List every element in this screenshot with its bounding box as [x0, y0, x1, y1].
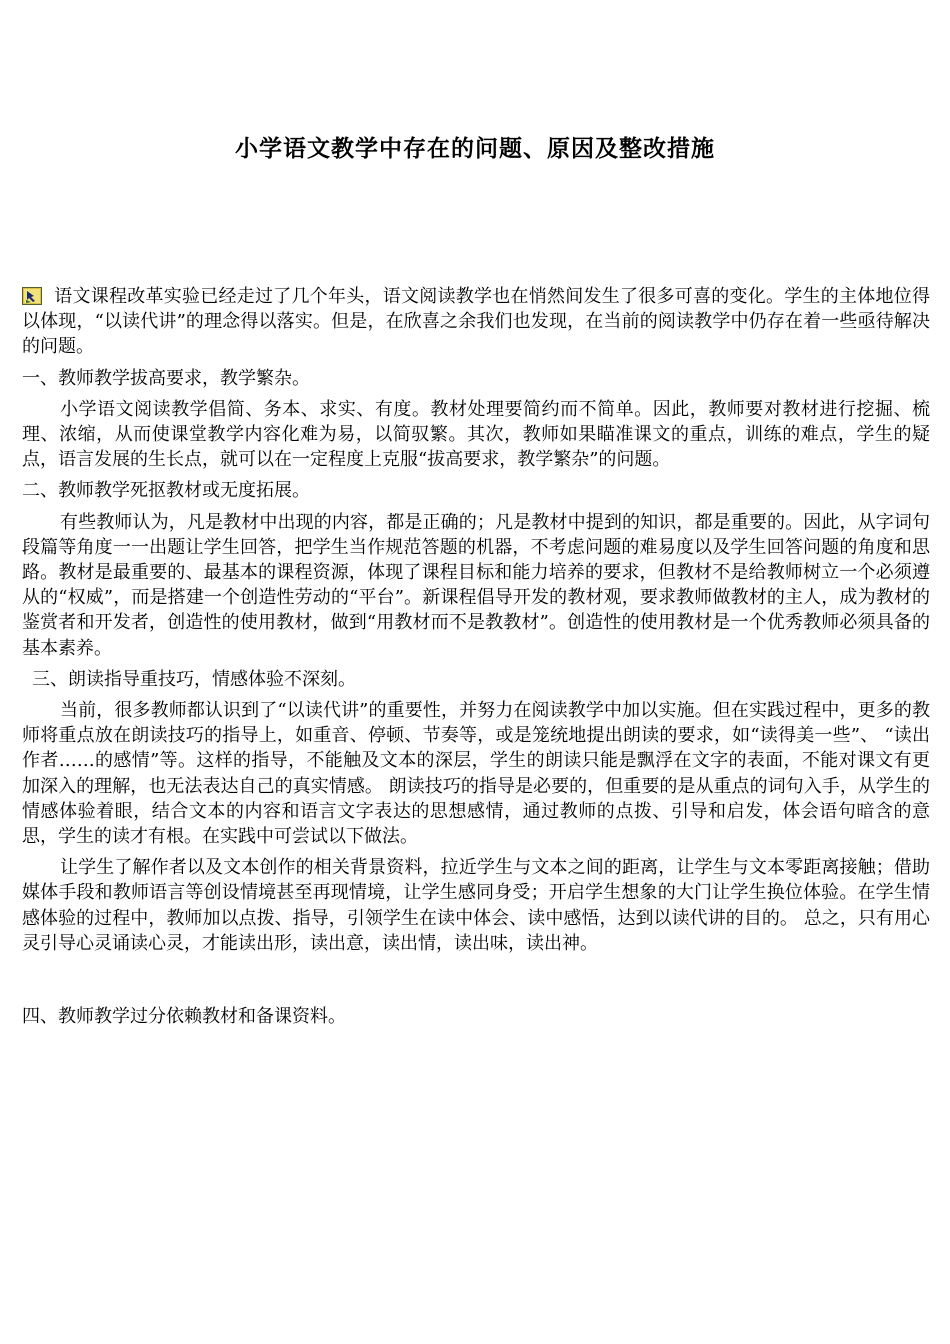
document-body: [22, 284, 930, 1029]
section-heading-4: 四、教师教学过分依赖教材和备课资料。: [22, 1006, 346, 1028]
intro-text: 语文课程改革实验已经走过了几个年头，语文阅读教学也在悄然间发生了很多可喜的变化。学生的主体地位得以体现，“以读代讲”的理念得以落实。但是，在欣喜之余我们也发现，在当前的阅读教学中仍存在着一些亟待解决的问题。: [22, 286, 930, 358]
intro-paragraph: [22, 284, 930, 360]
section-heading-1: 一、教师教学拔高要求，教学繁杂。: [22, 367, 310, 389]
section-heading-2: 二、教师教学死抠教材或无度拓展。: [22, 480, 310, 502]
section-1-paragraph-1: 小学语文阅读教学倡简、务本、求实、有度。教材处理要简约而不简单。因此，教师要对教材进行挖掘、梳理、浓缩，从而使课堂教学内容化难为易，以简驭繁。其次，教师如果瞄准课文的重点，训练的难点，学生的疑点，语言发展的生长点，就可以在一定程度上克服“拔高要求，教学繁杂”的问题。: [22, 398, 930, 471]
section-3-paragraph-1: 当前，很多教师都认识到了“以读代讲”的重要性，并努力在阅读教学中加以实施。但在实践过程中，更多的教师将重点放在朗读技巧的指导上，如重音、停顿、节奏等，或是笼统地提出朗读的要求，如“读得美一些”、 “读出作者……的感情”等。这样的指导，不能触及文本的深层，学生的朗读只能是飘浮在文字的表面，不能对课文有更加深入的理解，也无法表达自己的真实情感。 朗读技巧的指导是必要的，但重要的是从重点的词句入手，从学生的情感体验着眼，结合文本的内容和语言文字表达的思想感情，通过教师的点拨、引导和启发，体会语句暗含的意思，学生的读才有根。在实践中可尝试以下做法。: [22, 700, 930, 848]
document-title: 小学语文教学中存在的问题、原因及整改措施: [235, 135, 715, 162]
section-2-paragraph-1: 有些教师认为，凡是教材中出现的内容，都是正确的；凡是教材中提到的知识，都是重要的。因此，从字词句段篇等角度一一出题让学生回答，把学生当作规范答题的机器，不考虑问题的难易度以及学生回答问题的角度和思路。教材是最重要的、最基本的课程资源，体现了课程目标和能力培养的要求，但教材不是给教师树立一个必须遵从的“权威”，而是搭建一个创造性劳动的“平台”。新课程倡导开发的教材观，要求教师做教材的主人，成为教材的鉴赏者和开发者，创造性的使用教材，做到“用教材而不是教教材”。创造性的使用教材是一个优秀教师必须具备的基本素养。: [22, 511, 930, 659]
document-icon: [22, 287, 42, 305]
section-heading-3: 三、朗读指导重技巧，情感体验不深刻。: [32, 668, 356, 690]
section-3-paragraph-2: 让学生了解作者以及文本创作的相关背景资料，拉近学生与文本之间的距离，让学生与文本零距离接触；借助媒体手段和教师语言等创设情境甚至再现情境，让学生感同身受；开启学生想象的大门让学生换位体验。在学生情感体验的过程中，教师加以点拨、指导，引领学生在读中体会、读中感悟，达到以读代讲的目的。 总之，只有用心灵引导心灵诵读心灵，才能读出形，读出意，读出情，读出味，读出神。: [22, 857, 930, 954]
